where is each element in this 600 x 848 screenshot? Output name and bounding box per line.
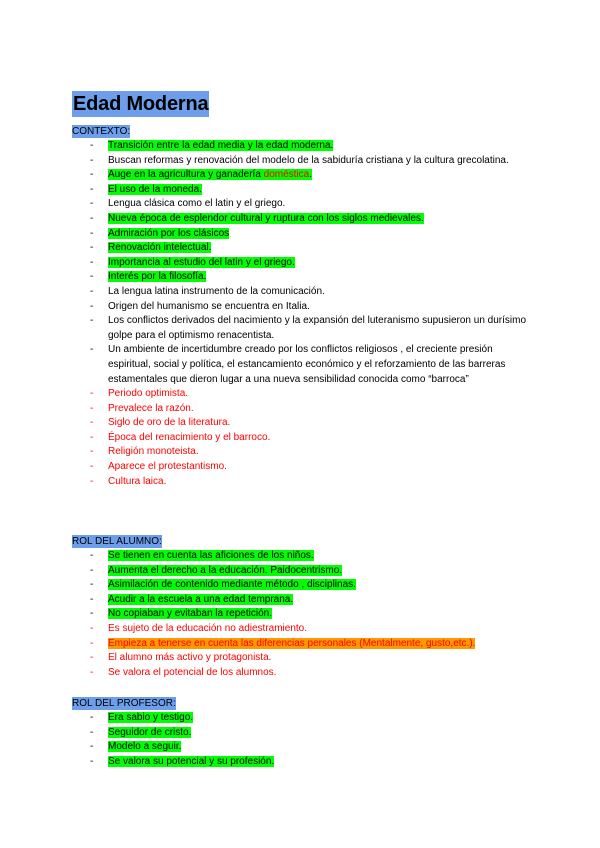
page-title: Edad Moderna bbox=[73, 93, 209, 115]
bullet-dash: - bbox=[90, 475, 94, 487]
list-item-text: Modelo a seguir. bbox=[108, 741, 182, 753]
list-item-text: Lengua clásica como el latin y el griego. bbox=[108, 198, 286, 210]
list-rol-alumno bbox=[72, 549, 532, 680]
list-item bbox=[72, 460, 532, 475]
list-item-text: Aumenta el derecho a la educación. Paidocentrismo. bbox=[108, 564, 343, 576]
list-item-text: Transición entre la edad media y la edad moderna. bbox=[108, 140, 334, 151]
list-item bbox=[72, 578, 532, 593]
bullet-dash: - bbox=[90, 169, 94, 181]
list-item-text: Prevalece la razón. bbox=[108, 402, 194, 414]
list-item-text: Es sujeto de la educación no adiestramiento. bbox=[108, 622, 308, 634]
list-item bbox=[72, 416, 532, 431]
bullet-dash: - bbox=[90, 608, 94, 620]
list-item bbox=[72, 314, 532, 343]
bullet-dash: - bbox=[90, 550, 94, 561]
bullet-dash: - bbox=[90, 755, 94, 767]
list-item bbox=[72, 445, 532, 460]
list-contexto bbox=[72, 139, 532, 489]
list-item bbox=[72, 270, 532, 285]
bullet-dash: - bbox=[90, 726, 94, 738]
list-item-text: Se tienen en cuenta las aficiones de los niños. bbox=[108, 550, 314, 561]
list-item-emphasis: doméstica bbox=[263, 169, 310, 181]
list-item bbox=[72, 593, 532, 608]
bullet-dash: - bbox=[90, 227, 94, 239]
list-item-text: La lengua latina instrumento de la comunicación. bbox=[108, 285, 325, 297]
list-item bbox=[72, 637, 532, 652]
list-item-text: Religión monoteista. bbox=[108, 446, 199, 458]
list-item bbox=[72, 241, 532, 256]
list-item-text: Renovación intelectual. bbox=[108, 242, 212, 254]
list-item-text: Buscan reformas y renovación del modelo de la sabiduría cristiana y la cultura grecolatina. bbox=[108, 154, 509, 166]
list-item bbox=[72, 256, 532, 271]
bullet-dash: - bbox=[90, 741, 94, 753]
list-item bbox=[72, 431, 532, 446]
list-item-text: No copiaban y evitaban la repetición. bbox=[108, 608, 272, 620]
bullet-dash: - bbox=[90, 666, 94, 678]
list-item bbox=[72, 726, 532, 741]
list-item-text: Aparece el protestantismo. bbox=[108, 461, 227, 473]
bullet-dash: - bbox=[90, 637, 94, 649]
list-item bbox=[72, 285, 532, 300]
list-item bbox=[72, 755, 532, 770]
list-item bbox=[72, 564, 532, 579]
list-item-text: Época del renacimiento y el barroco. bbox=[108, 431, 271, 443]
bullet-dash: - bbox=[90, 712, 94, 723]
section-heading-rol-profesor: ROL DEL PROFESOR: bbox=[72, 698, 176, 709]
bullet-dash: - bbox=[90, 622, 94, 634]
bullet-dash: - bbox=[90, 431, 94, 443]
bullet-dash: - bbox=[90, 344, 94, 356]
list-item-text: El alumno más activo y protagonista. bbox=[108, 652, 272, 664]
bullet-dash: - bbox=[90, 593, 94, 605]
list-item bbox=[72, 183, 532, 198]
list-item bbox=[72, 666, 532, 681]
list-item bbox=[72, 622, 532, 637]
section-heading-rol-alumno: ROL DEL ALUMNO: bbox=[72, 536, 162, 547]
list-item-text: Empieza a tenerse en cuenta las diferencias personales (Mentalmente, gusto,etc.). bbox=[108, 637, 476, 649]
list-item bbox=[72, 651, 532, 666]
list-item bbox=[72, 227, 532, 242]
bullet-dash: - bbox=[90, 300, 94, 312]
list-item bbox=[72, 740, 532, 755]
list-item-text: Era sabio y testigo. bbox=[108, 712, 194, 723]
list-item-text: Admiración por los clásicos bbox=[108, 227, 230, 239]
bullet-dash: - bbox=[90, 198, 94, 210]
list-item bbox=[72, 711, 532, 726]
list-item-text: Importancia al estudio del latin y el griego. bbox=[108, 256, 295, 268]
bullet-dash: - bbox=[90, 388, 94, 400]
bullet-dash: - bbox=[90, 579, 94, 591]
bullet-dash: - bbox=[90, 461, 94, 473]
bullet-dash: - bbox=[90, 212, 94, 224]
list-item bbox=[72, 139, 532, 154]
bullet-dash: - bbox=[90, 271, 94, 283]
list-item-text: Auge en la agricultura y ganadería bbox=[108, 169, 264, 181]
bullet-dash: - bbox=[90, 402, 94, 414]
list-item-text: Seguidor de cristo. bbox=[108, 726, 192, 738]
list-item-text: El uso de la moneda. bbox=[108, 183, 202, 195]
list-item-text: Periodo optimista. bbox=[108, 388, 189, 400]
list-item bbox=[72, 154, 532, 169]
list-item-text: Cultura laica. bbox=[108, 475, 167, 487]
list-item bbox=[72, 343, 532, 387]
list-item-text: Un ambiente de incertidumbre creado por los conflictos religiosos , el creciente presión espiritual, social y política, el estancamiento económico y el reforzamiento de las barreras estamentales que dieron lugar a una nueva sensibilidad conocida como “barroca” bbox=[108, 344, 506, 385]
list-item bbox=[72, 402, 532, 417]
bullet-dash: - bbox=[90, 652, 94, 664]
list-item-text: Acudir a la escuela a una edad temprana. bbox=[108, 593, 294, 605]
list-item-text: Origen del humanismo se encuentra en Italia. bbox=[108, 300, 310, 312]
list-item bbox=[72, 212, 532, 227]
list-item-text: Interés por la filosofía. bbox=[108, 271, 207, 283]
list-item-text: Asimilación de contenido mediante método , disciplinas. bbox=[108, 579, 356, 591]
bullet-dash: - bbox=[90, 183, 94, 195]
bullet-dash: - bbox=[90, 315, 94, 327]
list-rol-profesor bbox=[72, 711, 532, 769]
section-heading-contexto: CONTEXTO: bbox=[72, 126, 131, 137]
bullet-dash: - bbox=[90, 256, 94, 268]
list-item bbox=[72, 168, 532, 183]
list-item-text: Nueva época de esplendor cultural y ruptura con los siglos medievales. bbox=[108, 212, 424, 224]
list-item bbox=[72, 549, 532, 564]
list-item-text: Se valora su potencial y su profesión. bbox=[108, 755, 275, 767]
list-item bbox=[72, 607, 532, 622]
list-item-text: Siglo de oro de la literatura. bbox=[108, 417, 231, 429]
list-item-text: Los conflictos derivados del nacimiento y la expansión del luteranismo supusieron un durísimo golpe para el optimismo renacentista. bbox=[108, 315, 527, 341]
bullet-dash: - bbox=[90, 140, 94, 151]
list-item bbox=[72, 197, 532, 212]
list-item-text: Se valora el potencial de los alumnos. bbox=[108, 666, 277, 678]
list-item bbox=[72, 300, 532, 315]
list-item bbox=[72, 387, 532, 402]
bullet-dash: - bbox=[90, 564, 94, 576]
list-item bbox=[72, 475, 532, 490]
list-item-tail: . bbox=[309, 169, 313, 181]
bullet-dash: - bbox=[90, 285, 94, 297]
bullet-dash: - bbox=[90, 242, 94, 254]
bullet-dash: - bbox=[90, 154, 94, 166]
bullet-dash: - bbox=[90, 417, 94, 429]
bullet-dash: - bbox=[90, 446, 94, 458]
